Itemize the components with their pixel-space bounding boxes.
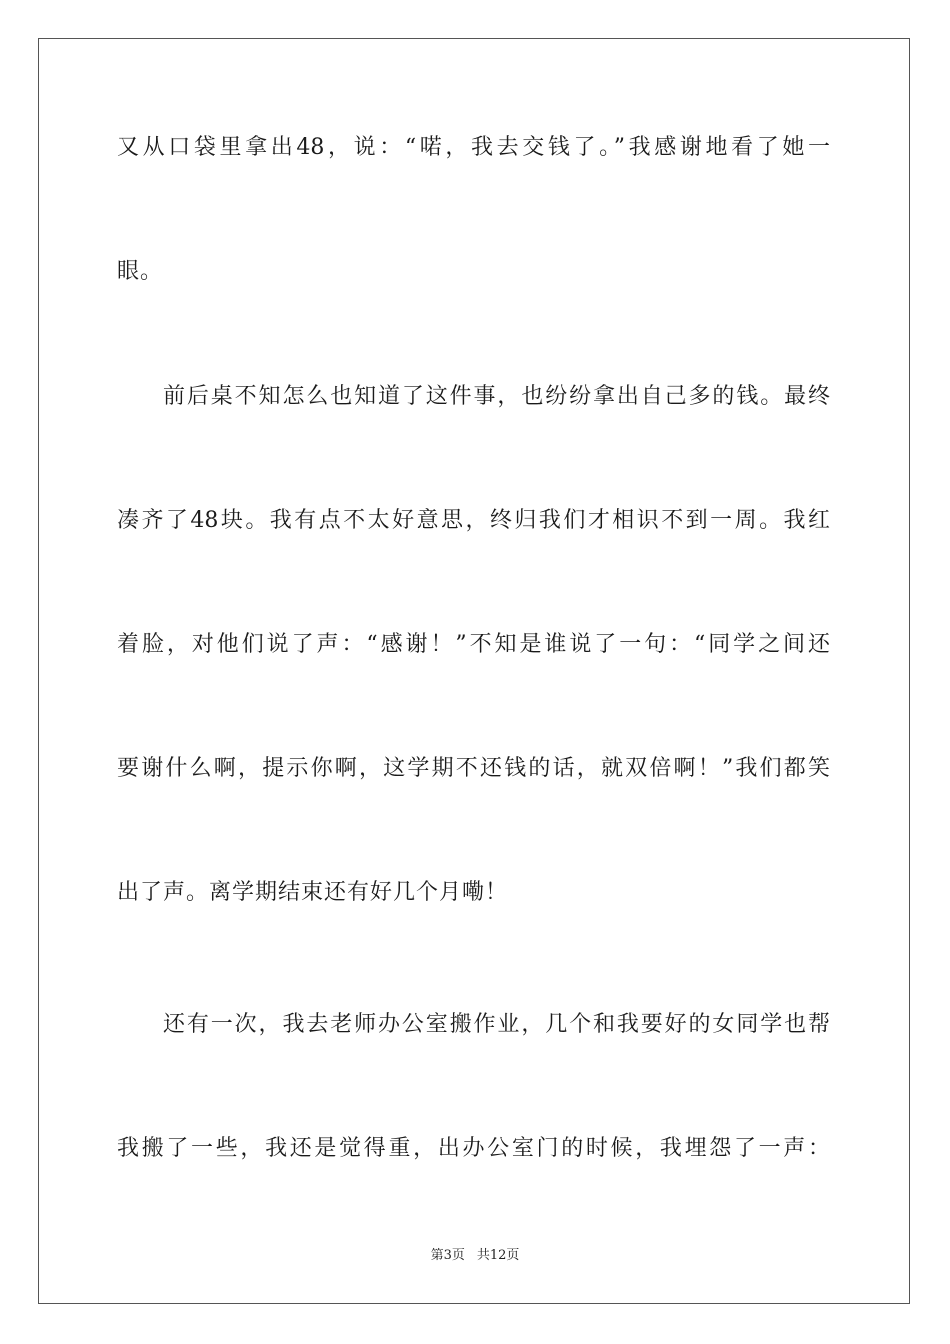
body-text-line: 要谢什么啊，提示你啊，这学期不还钱的话，就双倍啊！”我们都笑: [117, 756, 830, 781]
body-text-line: 又从口袋里拿出48，说：“喏，我去交钱了。”我感谢地看了她一: [117, 135, 830, 160]
page-border: [38, 38, 910, 1304]
body-text-line: 出了声。离学期结束还有好几个月嘞！: [117, 880, 509, 905]
total-pages: 共12页: [476, 1248, 520, 1263]
page-number: 第3页: [430, 1248, 465, 1263]
body-text-line: 眼。: [117, 259, 164, 284]
body-text-line: 凑齐了48块。我有点不太好意思，终归我们才相识不到一周。我红: [117, 508, 830, 533]
paragraph-first-line: 前后桌不知怎么也知道了这件事，也纷纷拿出自己多的钱。最终: [163, 384, 830, 409]
body-text-line: 着脸，对他们说了声：“感谢！”不知是谁说了一句：“同学之间还: [117, 632, 830, 657]
paragraph-first-line: 还有一次，我去老师办公室搬作业，几个和我要好的女同学也帮: [163, 1012, 830, 1037]
body-text-line: 我搬了一些，我还是觉得重，出办公室门的时候，我埋怨了一声：: [117, 1136, 830, 1161]
page-footer: [0, 1247, 950, 1265]
